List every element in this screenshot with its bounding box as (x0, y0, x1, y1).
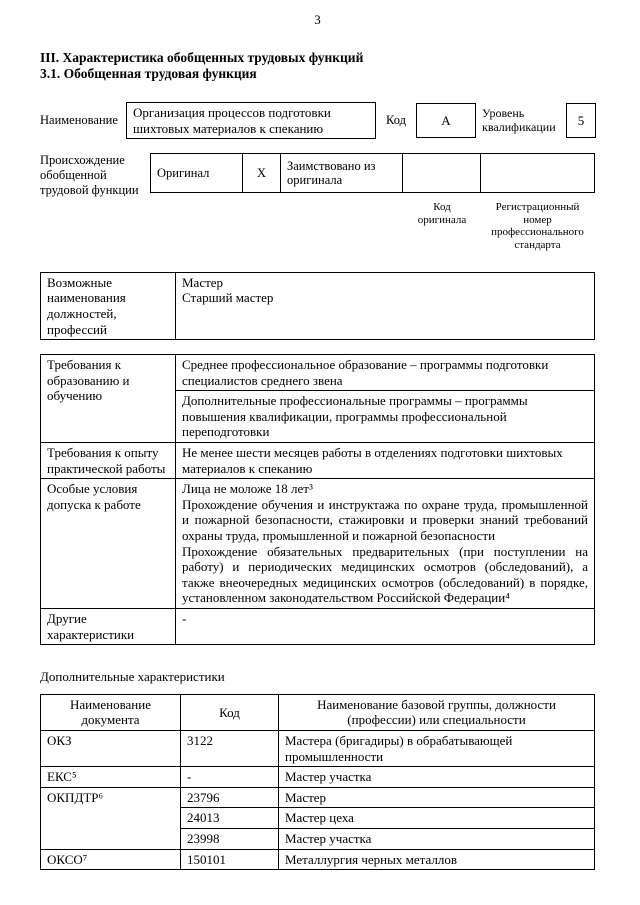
special-condition-item: Прохождение обучения и инструктажа по охране труда, промышленной и пожарной безопасности, стажировки и проверки знаний требований охраны труда, промышленной и пожарной безопасности (182, 496, 588, 544)
col-header-group-name: Наименование базовой группы, должности (профессии) или специальности (279, 694, 595, 730)
gtf-level-value: 5 (566, 103, 596, 139)
special-conditions-items (176, 479, 595, 609)
table-row (41, 272, 595, 339)
origin-label: Происхождение обобщенной трудовой функции (40, 153, 139, 198)
additional-docs-table (40, 694, 595, 870)
code-cell: 3122 (181, 730, 279, 766)
gtf-code-value: А (416, 103, 476, 139)
table-row (41, 443, 595, 479)
code-cell: - (181, 767, 279, 788)
col-header-code: Код (181, 694, 279, 730)
special-condition-item: Лица не моложе 18 лет³ (182, 481, 313, 497)
job-titles-values (176, 272, 595, 339)
other-characteristics-text: - (176, 609, 595, 645)
job-titles-label: Возможные наименования должностей, профессий (41, 272, 176, 339)
doc-cell: ЕКС⁵ (41, 767, 181, 788)
requirements-table (40, 354, 595, 645)
gtf-level-label: Уровень квалификации (482, 105, 556, 134)
origin-captions (403, 201, 595, 252)
job-title-item: Старший мастер (182, 290, 274, 306)
page-number: 3 (314, 12, 321, 27)
name-cell: Металлургия черных металлов (279, 849, 595, 870)
doc-cell: ОКСО⁷ (41, 849, 181, 870)
experience-text: Не менее шести месяцев работы в отделениях подготовки шихтовых материалов к спеканию (176, 443, 595, 479)
experience-label: Требования к опыту практической работы (41, 443, 176, 479)
table-row (41, 479, 595, 609)
gtf-code-label: Код (386, 113, 406, 128)
code-cell: 23796 (181, 787, 279, 808)
education-item: Среднее профессиональное образование – программы подготовки специалистов среднего звена (176, 355, 595, 391)
name-cell: Мастер (279, 787, 595, 808)
special-condition-item: Прохождение обязательных предварительных (при поступлении на работу) и периодических медицинских осмотров (обследований), а также внеочередных медицинских осмотров (обследований) в порядке, установленном законодательством Российской Федерации⁴ (182, 543, 588, 606)
origin-regnum-cell (481, 154, 594, 192)
origin-original-mark: X (243, 154, 281, 192)
education-label: Требования к образованию и обучению (41, 355, 176, 443)
name-cell: Мастера (бригадиры) в обрабатывающей промышленности (279, 730, 595, 766)
table-row (41, 767, 595, 788)
gtf-header-row (40, 102, 595, 139)
gtf-name-label: Наименование (40, 113, 118, 128)
doc-cell: ОКЗ (41, 730, 181, 766)
origin-code-cell (403, 154, 481, 192)
subsection-title: 3.1. Обобщенная трудовая функция (40, 65, 257, 81)
gtf-name-value: Организация процессов подготовки шихтовых материалов к спеканию (126, 102, 376, 139)
name-cell: Мастер участка (279, 767, 595, 788)
name-cell: Мастер цеха (279, 808, 595, 829)
origin-table (150, 153, 595, 193)
origin-original-label: Оригинал (151, 154, 243, 192)
other-characteristics-label: Другие характеристики (41, 609, 176, 645)
origin-row (40, 153, 595, 198)
table-row (41, 787, 595, 808)
table-row (41, 609, 595, 645)
code-cell: 23998 (181, 828, 279, 849)
job-title-item: Мастер (182, 274, 224, 290)
name-cell: Мастер участка (279, 828, 595, 849)
origin-borrowed-label: Заимствовано из оригинала (281, 154, 403, 192)
section-title: III. Характеристика обобщенных трудовых функций (40, 49, 364, 65)
origin-code-caption (403, 201, 481, 252)
origin-code-caption-text: Код оригинала (417, 201, 467, 226)
job-titles-table (40, 272, 595, 340)
col-header-doc-name: Наименование документа (41, 694, 181, 730)
education-item: Дополнительные профессиональные программы – программы повышения квалификации, программы профессиональной переподготовки (176, 391, 595, 443)
special-conditions-label: Особые условия допуска к работе (41, 479, 176, 609)
table-row (41, 730, 595, 766)
table-row (41, 355, 595, 391)
table-row (41, 849, 595, 870)
additional-characteristics-title: Дополнительные характеристики (40, 669, 225, 685)
code-cell: 150101 (181, 849, 279, 870)
table-header-row (41, 694, 595, 730)
doc-cell: ОКПДТР⁶ (41, 787, 181, 849)
origin-regnum-caption: Регистрационный номер профессионального стандарта (491, 201, 584, 252)
code-cell: 24013 (181, 808, 279, 829)
